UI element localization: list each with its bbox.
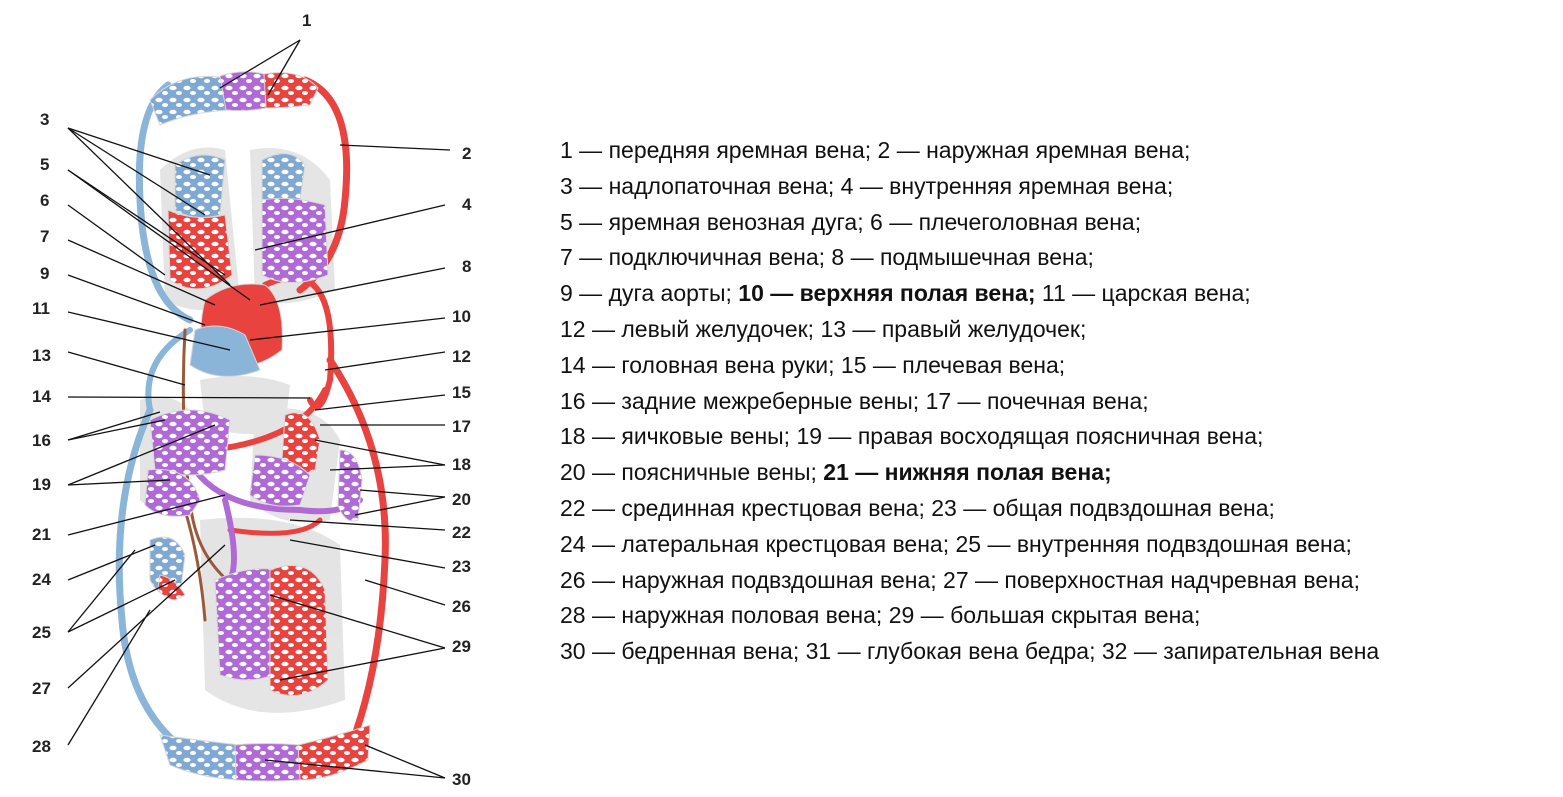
label-22: 22 (452, 523, 471, 542)
lung-right-blue (262, 154, 305, 203)
label-9: 9 (40, 264, 50, 283)
lung-left-blue (175, 155, 225, 218)
label-8: 8 (462, 257, 472, 276)
label-23: 23 (452, 557, 471, 576)
label-12: 12 (452, 347, 471, 366)
legend-line (560, 169, 1560, 205)
legend-line (560, 563, 1560, 599)
legend-line (560, 634, 1560, 670)
legend-segment: 3 — надлопаточная вена; 4 — внутренняя яремная вена; (560, 172, 1174, 199)
legend-line (560, 205, 1560, 241)
label-17: 17 (452, 417, 471, 436)
label-4: 4 (462, 195, 472, 214)
head-bed-center (220, 72, 268, 111)
liver-bed (150, 410, 230, 475)
head-bed-left (150, 76, 230, 125)
legend (560, 133, 1560, 670)
legend-segment: 7 — подключичная вена; 8 — подмышечная вена; (560, 244, 1094, 271)
label-7: 7 (40, 227, 50, 246)
legend-segment: 16 — задние межреберные вены; 17 — почечная вена; (560, 387, 1149, 414)
legend-segment: 24 — латеральная крестцовая вена; 25 — внутренняя подвздошная вена; (560, 530, 1352, 557)
label-2: 2 (462, 144, 472, 163)
legend-segment: 10 — верхняя полая вена; (738, 280, 1036, 307)
kidney-right (338, 450, 362, 521)
label-6: 6 (40, 191, 50, 210)
legend-line (560, 240, 1560, 276)
legend-line (560, 455, 1560, 491)
legend-line (560, 527, 1560, 563)
gut-bed (145, 469, 200, 516)
head-bed-right (264, 73, 318, 108)
legend-segment: 9 — дуга аорты; (560, 280, 739, 307)
label-29: 29 (452, 637, 471, 656)
label-16: 16 (32, 431, 51, 450)
legend-segment: 11 — царская вена; (1035, 280, 1251, 307)
legend-segment: 18 — яичковые вены; 19 — правая восходящая поясничная вена; (560, 423, 1264, 450)
label-21: 21 (32, 525, 51, 544)
legend-segment: 28 — наружная половая вена; 29 — большая скрытая вена; (560, 602, 1201, 629)
label-20: 20 (452, 490, 471, 509)
legend-segment: 14 — головная вена руки; 15 — плечевая вена; (560, 351, 1066, 378)
label-24: 24 (32, 570, 51, 589)
legend-segment: 5 — яремная венозная дуга; 6 — плечеголовная вена; (560, 208, 1142, 235)
legend-line (560, 312, 1560, 348)
label-19: 19 (32, 475, 51, 494)
legend-segment: 1 — передняя яремная вена; 2 — наружная яремная вена; (560, 137, 1191, 163)
legend-segment: 26 — наружная подвздошная вена; 27 — поверхностная надчревная вена; (560, 566, 1360, 593)
circulation-diagram (0, 0, 545, 797)
label-14: 14 (32, 387, 51, 406)
label-27: 27 (32, 679, 51, 698)
legend-segment: 30 — бедренная вена; 31 — глубокая вена бедра; 32 — запирательная вена (560, 638, 1380, 665)
label-26: 26 (452, 597, 471, 616)
label-1: 1 (302, 11, 312, 30)
legend-line (560, 419, 1560, 455)
foot-bed-red (298, 725, 370, 780)
legend-segment: 22 — срединная крестцовая вена; 23 — общая подвздошная вена; (560, 494, 1275, 521)
legend-line (560, 491, 1560, 527)
label-18: 18 (452, 455, 471, 474)
legend-line (560, 598, 1560, 634)
foot-bed-blue (160, 735, 240, 780)
legend-line (560, 276, 1560, 312)
label-3: 3 (40, 110, 50, 129)
legend-line (560, 384, 1560, 420)
label-25: 25 (32, 623, 51, 642)
label-28: 28 (32, 737, 51, 756)
label-13: 13 (32, 346, 51, 365)
legend-line (560, 133, 1560, 169)
label-30: 30 (452, 770, 471, 789)
legend-segment: 20 — поясничные вены; (560, 459, 824, 486)
label-5: 5 (40, 155, 50, 174)
label-15: 15 (452, 383, 471, 402)
legend-line (560, 348, 1560, 384)
legend-segment: 21 — нижняя полая вена; (823, 459, 1112, 486)
legend-segment: 12 — левый желудочек; 13 — правый желудочек; (560, 315, 1087, 342)
label-10: 10 (452, 307, 471, 326)
label-11: 11 (32, 299, 50, 318)
